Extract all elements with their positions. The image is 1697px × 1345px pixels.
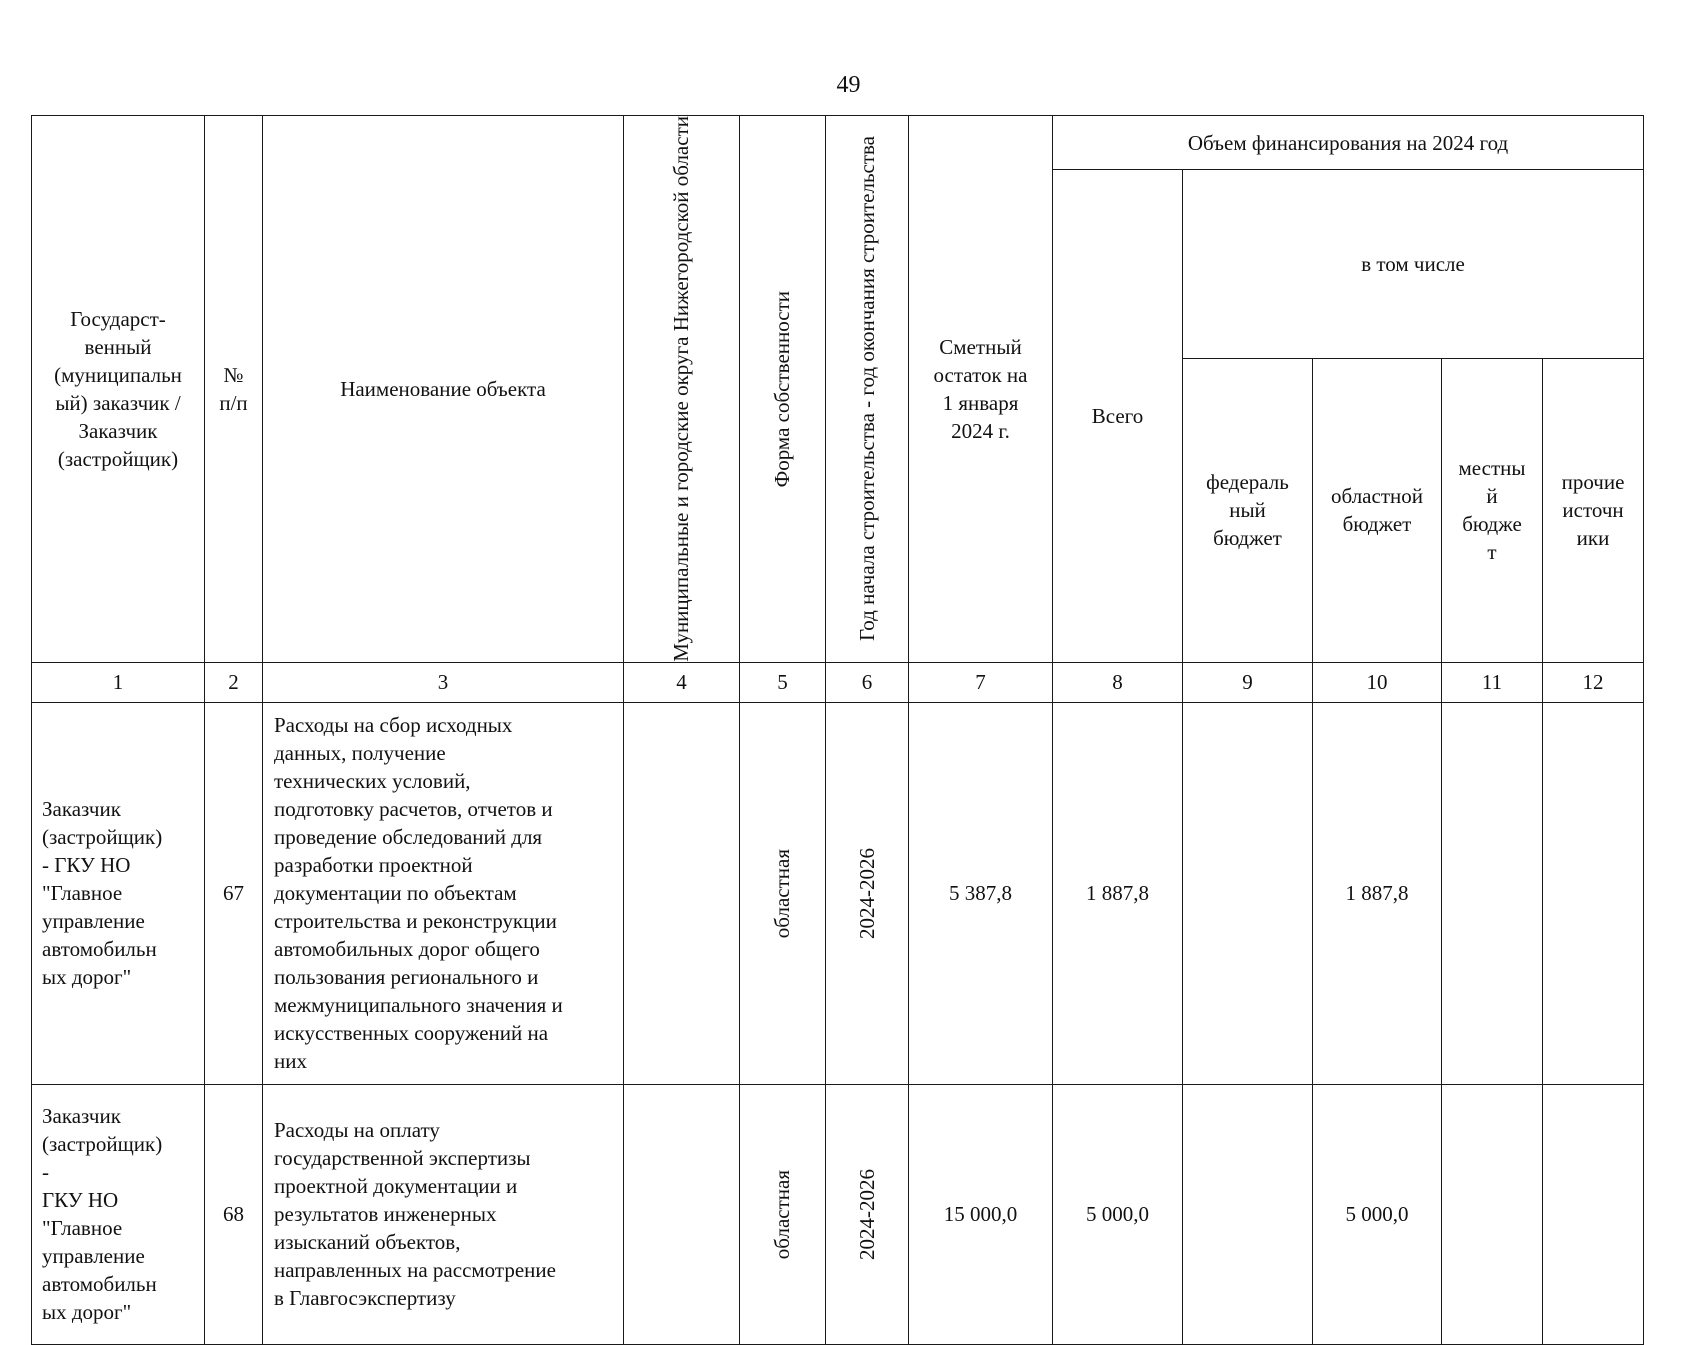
row-local: [1442, 1084, 1543, 1344]
column-number: 6: [826, 662, 909, 702]
column-number: 5: [740, 662, 826, 702]
header-years-text: Год начала строительства - год окончания строительства: [854, 136, 879, 642]
column-number: 3: [263, 662, 624, 702]
header-customer: Государст- венный (муниципальн ый) заказчик / Заказчик (застройщик): [32, 116, 205, 663]
row-customer: Заказчик (застройщик) - ГКУ НО "Главное управление автомобильн ых дорог": [32, 1084, 205, 1344]
header-federal: федераль ный бюджет: [1183, 358, 1313, 662]
row-federal: [1183, 1084, 1313, 1344]
row-regional: 5 000,0: [1313, 1084, 1442, 1344]
header-regional: областной бюджет: [1313, 358, 1442, 662]
header-total: Всего: [1053, 170, 1183, 663]
row-other: [1543, 1084, 1644, 1344]
column-number: 12: [1543, 662, 1644, 702]
column-number: 10: [1313, 662, 1442, 702]
row-ownership: [740, 702, 826, 1084]
header-row: [32, 116, 1644, 170]
header-municipality: [624, 116, 740, 663]
row-object-name: Расходы на оплату государственной экспертизы проектной документации и результатов инженерных изысканий объектов, направленных на рассмотрение в Главгосэкспертизу: [263, 1084, 624, 1344]
column-number-row: [32, 662, 1644, 702]
column-number: 11: [1442, 662, 1543, 702]
column-number: 8: [1053, 662, 1183, 702]
column-number: 9: [1183, 662, 1313, 702]
row-years: [826, 702, 909, 1084]
column-number: 4: [624, 662, 740, 702]
row-balance: 15 000,0: [909, 1084, 1053, 1344]
header-ownership: [740, 116, 826, 663]
row-regional: 1 887,8: [1313, 702, 1442, 1084]
header-num: № п/п: [205, 116, 263, 663]
header-including: в том числе: [1183, 170, 1644, 359]
header-balance: Сметный остаток на 1 января 2024 г.: [909, 116, 1053, 663]
table-row: [32, 702, 1644, 1084]
row-federal: [1183, 702, 1313, 1084]
row-total: 1 887,8: [1053, 702, 1183, 1084]
row-municipality: [624, 1084, 740, 1344]
header-other: прочие источн ики: [1543, 358, 1644, 662]
row-years: [826, 1084, 909, 1344]
row-years-text: 2024-2026: [854, 847, 879, 939]
row-ownership: [740, 1084, 826, 1344]
header-object-name: Наименование объекта: [263, 116, 624, 663]
header-years: [826, 116, 909, 663]
row-municipality: [624, 702, 740, 1084]
row-years-text: 2024-2026: [854, 1168, 879, 1260]
row-num: 67: [205, 702, 263, 1084]
row-local: [1442, 702, 1543, 1084]
column-number: 1: [32, 662, 205, 702]
page-number: 49: [836, 72, 861, 98]
row-other: [1543, 702, 1644, 1084]
header-funding: Объем финансирования на 2024 год: [1053, 116, 1644, 170]
row-object-name: Расходы на сбор исходных данных, получение технических условий, подготовку расчетов, отчетов и проведение обследований для разработки проектной документации по объектам строительства и реконструкции автомобильных дорог общего пользования регионального и межмуниципального значения и искусственных сооружений на них: [263, 702, 624, 1084]
financing-table: [31, 115, 1644, 1345]
header-municipality-text: Муниципальные и городские округа Нижегородской области: [669, 116, 693, 662]
row-total: 5 000,0: [1053, 1084, 1183, 1344]
row-num: 68: [205, 1084, 263, 1344]
header-local: местны й бюдже т: [1442, 358, 1543, 662]
row-balance: 5 387,8: [909, 702, 1053, 1084]
column-number: 2: [205, 662, 263, 702]
row-customer: Заказчик (застройщик) - ГКУ НО "Главное управление автомобильн ых дорог": [32, 702, 205, 1084]
row-ownership-text: областная: [770, 848, 794, 938]
table-row: [32, 1084, 1644, 1344]
row-ownership-text: областная: [770, 1169, 794, 1259]
header-ownership-text: Форма собственности: [770, 290, 794, 488]
column-number: 7: [909, 662, 1053, 702]
